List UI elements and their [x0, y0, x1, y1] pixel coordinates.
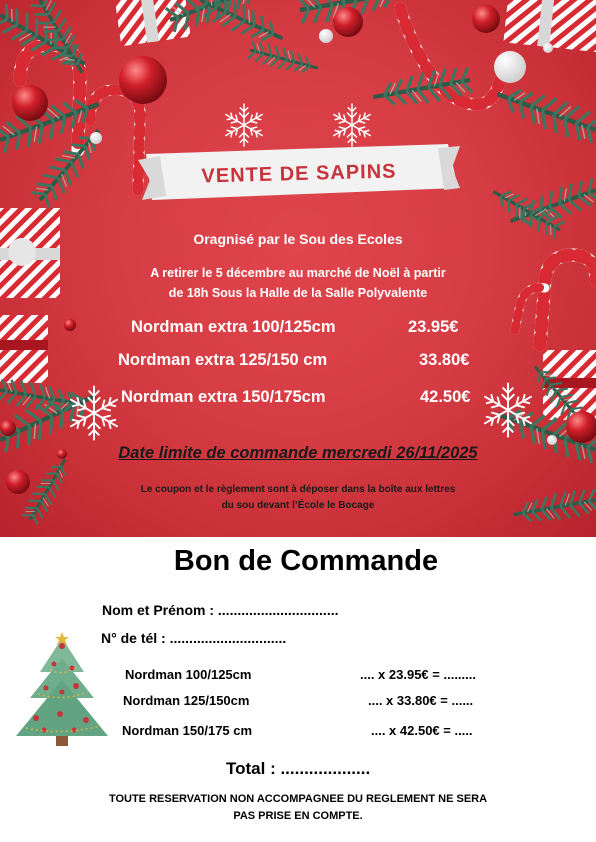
coupon-instructions-line2: du sou devant l’École le Bocage — [221, 500, 375, 511]
pickup-info-line1: A retirer le 5 décembre au marché de Noël à partir — [150, 266, 446, 280]
order-form-title: Bon de Commande — [173, 545, 439, 577]
price-label-2: Nordman extra 125/150 cm — [118, 351, 328, 369]
order-item-calc-3[interactable]: .... x 42.50€ = ..... — [371, 723, 473, 738]
gift-box-left-lower — [0, 315, 48, 383]
coupon-instructions-line1: Le coupon et le règlement sont à déposer dans la boîte aux lettres — [140, 484, 456, 495]
order-deadline: Date limite de commande mercredi 26/11/2025 — [118, 444, 478, 462]
order-item-label-2: Nordman 125/150cm — [123, 693, 250, 708]
price-value-3: 42.50€ — [420, 388, 471, 406]
payment-notice-line1: TOUTE RESERVATION NON ACCOMPAGNEE DU REGLEMENT NE SERA — [108, 793, 488, 805]
payment-notice-line2: PAS PRISE EN COMPTE. — [233, 810, 363, 822]
phone-field[interactable]: N° de tél : .............................. — [101, 630, 287, 646]
name-field[interactable]: Nom et Prénom : ............................... — [102, 602, 339, 618]
price-label-3: Nordman extra 150/175cm — [121, 388, 326, 406]
order-item-calc-2[interactable]: .... x 33.80€ = ...... — [368, 693, 474, 708]
organizer-line: Oragnisé par le Sou des Ecoles — [193, 231, 403, 247]
order-item-label-3: Nordman 150/175 cm — [122, 723, 253, 738]
flyer-title: VENTE DE SAPINS — [201, 160, 397, 188]
pickup-info-line2: de 18h Sous la Halle de la Salle Polyvalente — [168, 286, 428, 300]
price-label-1: Nordman extra 100/125cm — [131, 318, 336, 336]
order-total[interactable]: Total : ................... — [226, 759, 371, 778]
price-value-2: 33.80€ — [419, 351, 470, 369]
order-item-calc-1[interactable]: .... x 23.95€ = ......... — [360, 667, 476, 682]
order-item-label-1: Nordman 100/125cm — [125, 667, 252, 682]
gift-box-left — [0, 208, 60, 298]
price-value-1: 23.95€ — [408, 318, 459, 336]
snowflake-icon — [482, 383, 534, 436]
christmas-tree-icon — [14, 632, 110, 748]
